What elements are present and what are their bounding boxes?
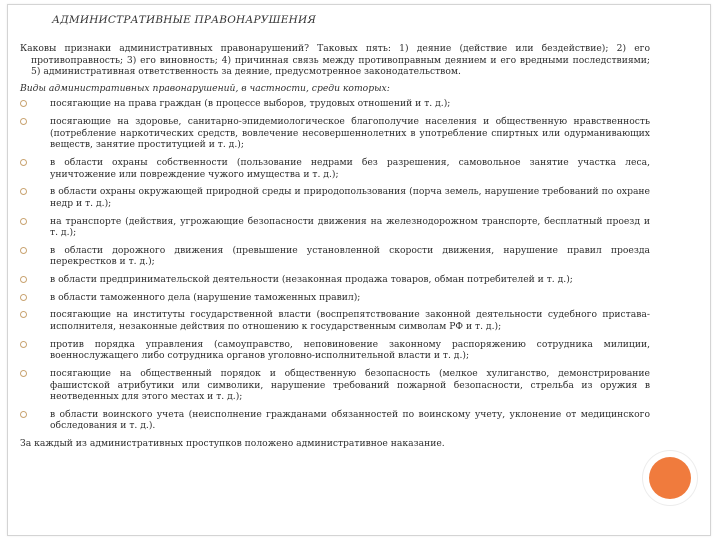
list-item (20, 98, 650, 110)
list-item-text: в области охраны окружающей природной среды и природопользования (порча земель, нарушение требований по охране недр и т. д.); (50, 186, 650, 209)
circle-bullet-icon (20, 311, 27, 318)
circle-bullet-icon (20, 276, 27, 283)
list-item-text: в области дорожного движения (превышение установленной скорости движения, нарушение правил проезда перекрестков и т. д.); (50, 244, 650, 268)
intro-paragraph: Каковы признаки административных правонарушений? Таковых пять: 1) деяние (действие или бездействие); 2) его противоправность; 3) его виновность; 4) причинная связь между противоправным деянием и его вредными последствиями; 5) административная ответственность за деяние, предусмотренное законодательством. (20, 43, 650, 78)
list-item-text: в области предпринимательской деятельности (незаконная продажа товаров, обман потребителей и т. д.); (50, 274, 573, 286)
slide-content (20, 43, 650, 450)
list-item-text: на транспорте (действия, угрожающие безопасности движения на железнодорожном транспорте, бесплатный проезд и т. д.); (50, 215, 650, 239)
list-item-text: посягающие на институты государственной власти (воспрепятствование законной деятельности судебного пристава-исполнителя, незаконные действия по отношению к государственным символам РФ и т. д.); (50, 309, 650, 333)
circle-bullet-icon (20, 159, 27, 166)
list-item (20, 157, 650, 180)
list-item-text: посягающие на права граждан (в процессе выборов, трудовых отношений и т. д.); (50, 98, 451, 110)
circle-bullet-icon (20, 100, 27, 107)
list-item (20, 339, 650, 362)
list-item (20, 409, 650, 432)
slide (7, 4, 711, 536)
circle-bullet-icon (20, 218, 27, 225)
list-item (20, 116, 650, 151)
list-item (20, 245, 650, 268)
circle-bullet-icon (20, 341, 27, 348)
circle-bullet-icon (20, 411, 27, 418)
circle-bullet-icon (20, 188, 27, 195)
list-item-text: в области охраны собственности (пользование недрами без разрешения, самовольное занятие участка леса, уничтожение или повреждение чужого имущества и т. д.); (50, 156, 650, 180)
list-item-text: против порядка управления (самоуправство, неповиновение законному распоряжению сотрудника милиции, военнослужащего либо сотрудника органов уголовно-исполнительной власти и т. д.); (50, 338, 650, 362)
violation-list (20, 98, 650, 432)
list-item (20, 292, 650, 304)
list-item-text: посягающие на здоровье, санитарно-эпидемиологическое благополучие населения и общественную нравственность (потребление наркотических средств, вовлечение несовершеннолетних в употребление спиртных или одурманивающих веществ, занятие проституцией и т. д.); (50, 116, 650, 151)
list-item (20, 368, 650, 403)
list-item (20, 216, 650, 239)
closing-paragraph: За каждый из административных проступков положено административное наказание. (20, 438, 445, 450)
list-item-text: в области воинского учета (неисполнение гражданами обязанностей по воинскому учету, уклонение от медицинского обследования и т. д.). (50, 408, 650, 432)
list-item (20, 186, 650, 209)
list-item-text: в области таможенного дела (нарушение таможенных правил); (50, 291, 361, 303)
decorative-orange-circle-icon (649, 457, 691, 499)
slide-title: АДМИНИСТРАТИВНЫЕ ПРАВОНАРУШЕНИЯ (52, 14, 317, 26)
circle-bullet-icon (20, 247, 27, 254)
circle-bullet-icon (20, 294, 27, 301)
list-item (20, 309, 650, 332)
list-item (20, 274, 650, 286)
list-item-text: посягающие на общественный порядок и общественную безопасность (мелкое хулиганство, демонстрирование фашистской атрибутики или символики, нарушение требований пожарной безопасности, стрельба из оружия в неотведенных для этого местах и т. д.); (50, 368, 650, 403)
circle-bullet-icon (20, 370, 27, 377)
circle-bullet-icon (20, 118, 27, 125)
subheading: Виды административных правонарушений, в частности, среди которых: (20, 82, 390, 94)
